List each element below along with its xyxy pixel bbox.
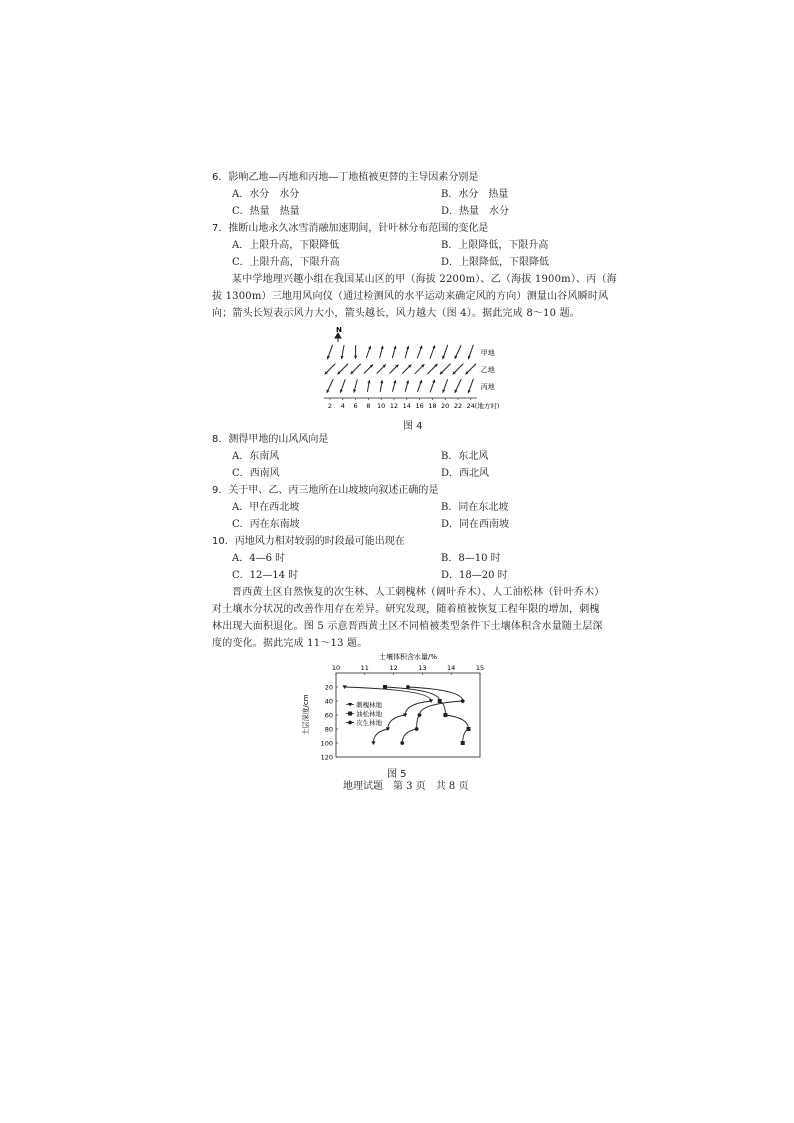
wind-arrow [427, 364, 437, 374]
wind-arrow [327, 379, 334, 393]
wind-arrow [366, 346, 371, 358]
time-tick-label: 4 [340, 402, 345, 410]
time-tick-label: 8 [366, 402, 371, 410]
wind-arrow [353, 379, 357, 392]
wind-arrow [377, 364, 386, 373]
x-tick-label: 11 [360, 664, 369, 672]
wind-arrow [405, 380, 409, 392]
time-tick-label: 16 [415, 402, 424, 410]
x-tick-label: 12 [389, 664, 398, 672]
wind-arrow [337, 364, 348, 375]
question-6-stem: 6．影响乙地—丙地和丙地—丁地植被更替的主导因素分别是 [212, 172, 479, 183]
figure-5-caption: 图 5 [387, 769, 407, 780]
x-tick-label: 14 [447, 664, 456, 672]
wind-arrow [325, 364, 336, 375]
wind-arrow [402, 364, 411, 373]
q10-option-a: A．4—6 时 [232, 553, 286, 564]
square-marker [461, 741, 465, 745]
row-label-1: 乙地 [480, 366, 495, 374]
wind-arrow [442, 379, 447, 393]
q8-option-c: C．西南风 [232, 468, 280, 479]
wind-arrow [440, 364, 451, 375]
circle-marker [400, 741, 404, 745]
wind-arrow [405, 346, 409, 358]
square-marker [466, 727, 470, 731]
row-label-2: 丙地 [480, 383, 495, 391]
time-tick-label: 10 [377, 402, 386, 410]
legend-label: 次生林地 [356, 719, 383, 727]
y-tick-label: 40 [324, 697, 333, 706]
passage2-line3: 林出现大面积退化。图 5 示意晋西黄土区不同植被类型条件下土壤体积含水量随土层深 [212, 621, 603, 632]
q6-option-d: D．热量 水分 [441, 206, 510, 217]
series-1 [383, 685, 471, 745]
q6-option-b: B．水分 热量 [441, 189, 509, 200]
wind-arrow [465, 364, 476, 375]
q7-option-d: D．上限降低，下限降低 [441, 257, 550, 268]
q8-option-a: A．东南风 [232, 451, 280, 462]
square-marker [383, 685, 387, 689]
q7-option-c: C．上限升高，下限升高 [232, 257, 340, 268]
y-tick-label: 120 [320, 753, 333, 762]
figure-4-wind-diagram [318, 325, 508, 413]
question-7-stem: 7．推断山地永久冰雪消融加速期间，针叶林分布范围的变化是 [212, 223, 489, 234]
wind-arrow [354, 345, 357, 359]
time-tick-label: 24 [466, 402, 475, 410]
q9-option-a: A．甲在西北坡 [232, 502, 300, 513]
row-label-0: 甲地 [480, 349, 495, 357]
wind-arrow [468, 345, 474, 359]
chart-legend [346, 700, 383, 727]
q9-option-c: C．丙在东南坡 [232, 519, 300, 530]
square-marker [348, 712, 352, 716]
wind-arrow [340, 379, 345, 393]
x-tick-label: 15 [475, 664, 485, 672]
figure-4-caption: 图 4 [403, 421, 423, 432]
square-marker [443, 713, 447, 717]
circle-marker [418, 713, 422, 717]
series-line [402, 687, 462, 743]
square-marker [438, 699, 442, 703]
wind-arrow [455, 379, 462, 393]
wind-arrow [468, 379, 474, 393]
wind-arrow [392, 346, 396, 358]
question-8-stem: 8．测得甲地的山风风向是 [212, 434, 329, 445]
wind-arrow [430, 380, 435, 393]
figure-5-soil-moisture-chart [296, 651, 496, 763]
wind-arrow [364, 364, 373, 373]
x-tick-label: 13 [418, 664, 427, 672]
wind-arrow-head [354, 356, 357, 359]
legend-label: 刺槐林地 [356, 701, 383, 709]
wind-arrow [455, 345, 462, 359]
legend-label: 油松林地 [356, 710, 383, 718]
time-tick-label: 22 [453, 402, 463, 410]
question-9-stem: 9．关于甲、乙、丙三地所在山坡坡向叙述正确的是 [212, 485, 439, 496]
time-tick-label: 14 [402, 402, 411, 410]
series-line [385, 687, 469, 743]
q9-option-d: D．同在西南坡 [441, 519, 510, 530]
y-tick-label: 100 [320, 739, 333, 748]
q7-option-b: B．上限降低，下限升高 [441, 240, 549, 251]
circle-marker [415, 727, 419, 731]
wind-arrow [380, 380, 383, 392]
x-tick-label: 10 [331, 664, 341, 672]
q8-option-b: B．东北风 [441, 451, 489, 462]
time-unit-label: (地方时) [474, 402, 500, 410]
time-tick-label: 18 [428, 402, 437, 410]
time-tick-label: 2 [327, 402, 333, 410]
q6-option-a: A．水分 水分 [232, 189, 300, 200]
passage1-line2: 拔 1300m）三地用风向仪（通过检测风的水平运动来确定风的方向）测量山谷风瞬时风 [212, 291, 609, 302]
q7-option-a: A．上限升高，下限降低 [232, 240, 340, 251]
passage2-line1: 晋西黄土区自然恢复的次生林、人工刺槐林（阔叶乔木）、人工油松林（针叶乔木） [232, 587, 605, 598]
circle-marker [406, 685, 410, 689]
circle-marker [348, 721, 352, 725]
wind-arrow [340, 345, 344, 359]
wind-arrow [417, 380, 422, 392]
chart-title: 土壤体积含水量/% [378, 653, 438, 661]
passage2-line2: 对土壤水分状况的改善作用存在差异。研究发现，随着植被恢复工程年限的增加，刺槐 [212, 604, 600, 615]
north-label: N [336, 326, 342, 334]
circle-marker [461, 699, 465, 703]
y-tick-label: 80 [324, 725, 333, 734]
time-tick-label: 12 [389, 402, 399, 410]
wind-arrow [453, 364, 464, 375]
q9-option-b: B．同在东北坡 [441, 502, 509, 513]
wind-arrow [442, 345, 448, 359]
wind-arrow [367, 380, 370, 392]
wind-arrow [415, 364, 425, 374]
passage1-line3: 向；箭头长短表示风力大小，箭头越长，风力越大（图 4）。据此完成 8～10 题。 [212, 308, 580, 319]
y-tick-label: 20 [324, 683, 333, 692]
wind-arrow [430, 345, 435, 359]
wind-arrow [327, 345, 333, 359]
page-footer: 地理试题 第 3 页 共 8 页 [343, 781, 469, 792]
q6-option-c: C．热量 热量 [232, 206, 300, 217]
wind-arrow [392, 380, 396, 392]
wind-arrow [351, 364, 361, 374]
time-tick-label: 20 [441, 402, 450, 410]
wind-arrow [417, 346, 422, 359]
y-axis-label: 土层深度/cm [302, 694, 310, 736]
q10-option-c: C．12—14 时 [232, 570, 299, 581]
question-10-stem: 10．丙地风力相对较弱的时段最可能出现在 [212, 536, 405, 547]
y-tick-label: 60 [324, 711, 333, 720]
wind-arrow [380, 346, 384, 358]
passage2-line4: 度的变化。据此完成 11～13 题。 [212, 638, 368, 649]
q10-option-d: D．18—20 时 [441, 570, 508, 581]
north-arrow-icon [335, 333, 341, 342]
wind-arrow [389, 364, 398, 373]
time-tick-label: 6 [353, 402, 358, 410]
passage1-line1: 某中学地理兴趣小组在我国某山区的甲（海拔 2200m）、乙（海拔 1900m）、丙（海 [232, 274, 617, 285]
q10-option-b: B．8—10 时 [441, 553, 501, 564]
q8-option-d: D．西北风 [441, 468, 490, 479]
triangle-marker [371, 741, 375, 745]
